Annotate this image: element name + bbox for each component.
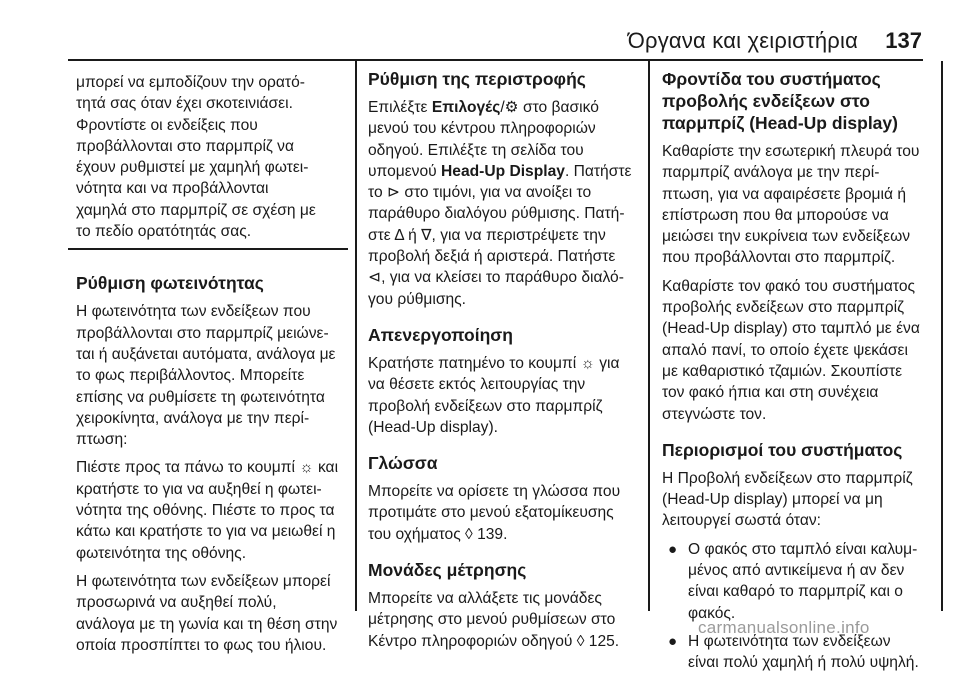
text-line: το πεδίο ορατότητάς σας. [76,223,252,241]
text-line [368,97,636,118]
paragraph [76,571,348,656]
text-line: (Head-Up display) μπορεί να μη [662,491,883,509]
menu-reference: Επιλογές [431,99,501,116]
text-line: Κέντρο πληροφοριών οδηγού ◊ 125. [368,632,620,650]
heading-limitations: Περιορισμοί του συστήματος [662,439,903,460]
text-fragment: υπομενού [368,162,442,180]
column-divider-3 [941,61,943,611]
text-line: προσωρινά να αυξηθεί πολύ, [76,594,277,612]
paragraph [76,301,348,450]
text-line: του οχήματος ◊ 139. [368,525,508,543]
text-line: πτωση: [76,431,128,449]
paragraph [368,353,636,438]
column-divider-2 [648,61,650,611]
heading-units: Μονάδες μέτρησης [368,560,527,581]
text-line: έχουν ρυθμιστεί με χαμηλή φωτει- [76,159,309,177]
text-line: στε Δ ή ∇, για να περιστρέψετε την [368,226,606,244]
column-3 [662,68,930,674]
text-line: τητά σας όταν έχει σκοτεινιάσει. [76,95,293,113]
heading-line: προβολής ενδείξεων στο [662,91,870,111]
text-line: χαμηλά στο παρμπρίζ σε σχέση με [76,201,316,219]
header-rule [68,59,923,61]
text-line: είναι πολύ χαμηλή ή πολύ υψηλή. [688,654,919,672]
text-line: μπορεί να εμποδίζουν την ορατό- [76,74,305,91]
text-line: προβολή δεξιά ή αριστερά. Πατήστε [368,248,616,266]
page-number: 137 [885,28,922,53]
paragraph [368,588,636,652]
text-fragment: . Πατήστε [564,162,632,180]
heading-deactivation: Απενεργοποίηση [368,324,513,345]
text-line: οδηγού. Επιλέξτε τη σελίδα του [368,141,584,159]
text-line: κρατήστε το για να αυξηθεί η φωτει- [76,480,322,498]
text-line: με καθαριστικό τζαμιών. Σκουπίστε [662,362,903,380]
text-line: παρμπρίζ ανάλογα με την περί- [662,164,880,182]
text-line: Η φωτεινότητα των ενδείξεων που [76,303,311,321]
heading-line: παρμπρίζ (Head-Up display) [662,113,898,133]
text-line: Φροντίστε οι ενδείξεις που [76,116,258,134]
text-line: Μπορείτε να αλλάξετε τις μονάδες [368,590,602,608]
bullet-icon: ● [668,540,678,558]
text-line: Πιέστε προς τα πάνω το κουμπί ☼ και [76,459,339,477]
column-2 [368,68,636,652]
warning-box [68,68,348,250]
paragraph [662,276,930,425]
heading-care [662,68,930,134]
text-line: προβάλλονται στο παρμπρίζ μειώνε- [76,324,329,342]
text-line: Καθαρίστε τον φακό του συστήματος [662,277,916,295]
column-divider-1 [355,61,357,611]
paragraph [368,97,636,310]
text-line: πτωση, για να αφαιρέσετε βρομιά ή [662,185,907,203]
column-1 [76,68,348,656]
text-line: λειτουργεί σωστά όταν: [662,512,822,530]
paragraph [662,141,930,269]
text-line: απαλό πανί, το οποίο έχετε ψεκάσει [662,341,908,359]
text-line: μειώσει την ευκρίνεια των ενδείξεων [662,228,911,246]
text-line: Κρατήστε πατημένο το κουμπί ☼ για [368,354,620,372]
paragraph [662,468,930,532]
text-line: (Head-Up display) στο ταμπλό με ένα [662,320,920,338]
menu-reference: Head-Up Display [441,162,565,180]
section-title: Όργανα και χειριστήρια [627,28,858,53]
text-line: Η φωτεινότητα των ενδείξεων μπορεί [76,572,331,590]
text-line: είναι καθαρό το παρμπρίζ και ο [688,583,903,601]
text-line: παράθυρο διαλόγου ρύθμισης. Πατή- [368,205,625,223]
text-line: μένος από αντικείμενα ή αν δεν [688,562,905,580]
heading-language: Γλώσσα [368,453,438,474]
text-line: ⊲, για να κλείσει το παράθυρο διαλό- [368,269,624,287]
text-line: Ο φακός στο ταμπλό είναι καλυμ- [688,540,918,558]
text-line: (Head-Up display). [368,418,498,436]
text-fragment: /⚙ στο βασικό [500,99,599,116]
text-line: Η φωτεινότητα των ενδείξεων [688,632,891,650]
text-line: προβολής ενδείξεων στο παρμπρίζ [662,299,904,317]
text-line: Καθαρίστε την εσωτερική πλευρά του [662,143,920,160]
text-line: επίσης να ρυθμίσετε τη φωτεινότητα [76,388,325,406]
text-line: ανάλογα με τη γωνία και τη θέση στην [76,615,338,633]
page-header [0,0,960,64]
text-line: που προβάλλονται στο παρμπρίζ. [662,249,896,267]
text-line: να θέσετε εκτός λειτουργίας την [368,376,586,394]
text-line: νότητα της οθόνης. Πιέστε το προς τα [76,502,335,520]
text-line: μενού του κέντρου πληροφοριών [368,120,596,138]
text-line: ται ή αυξάνεται αυτόματα, ανάλογα με [76,345,336,363]
text-line: προτιμάτε στο μενού εξατομίκευσης [368,504,614,522]
text-line: επίστρωση που θα μπορούσε να [662,206,889,224]
text-line: οποία προσπίπτει το φως του ήλιου. [76,636,327,654]
text-line: χειροκίνητα, ανάλογα με την περί- [76,409,310,427]
text-fragment: Επιλέξτε [368,99,432,116]
text-line: προβολή ενδείξεων στο παρμπρίζ [368,397,603,415]
text-line: Η Προβολή ενδείξεων στο παρμπρίζ [662,469,913,487]
paragraph [368,481,636,545]
text-line: προβάλλονται στο παρμπρίζ να [76,137,294,155]
text-line: στεγνώστε τον. [662,405,767,423]
text-line: το φως περιβάλλοντος. Μπορείτε [76,367,305,385]
text-line [368,161,636,182]
text-line: το ⊳ στο τιμόνι, για να ανοίξει το [368,184,592,202]
text-line: Μπορείτε να ορίσετε τη γλώσσα που [368,483,621,501]
text-line: φακός. [688,604,736,622]
heading-line: Φροντίδα του συστήματος [662,69,881,89]
text-line: φωτεινότητα της οθόνης. [76,544,247,562]
text-line: τον φακό ήπια και στη συνέχεια [662,384,879,402]
paragraph [76,457,348,563]
watermark: carmanualsonline.info [698,618,870,637]
text-line: νότητα και να προβάλλονται [76,180,269,198]
text-line: κάτω και κρατήστε το για να μειωθεί η [76,523,336,541]
text-line: μέτρησης στο μενού ρυθμίσεων στο [368,611,616,629]
list-item [662,539,930,624]
heading-brightness: Ρύθμιση φωτεινότητας [76,273,264,294]
bullet-icon: ● [668,632,678,650]
text-line: γου ρύθμισης. [368,290,466,308]
heading-rotation: Ρύθμιση της περιστροφής [368,69,586,89]
